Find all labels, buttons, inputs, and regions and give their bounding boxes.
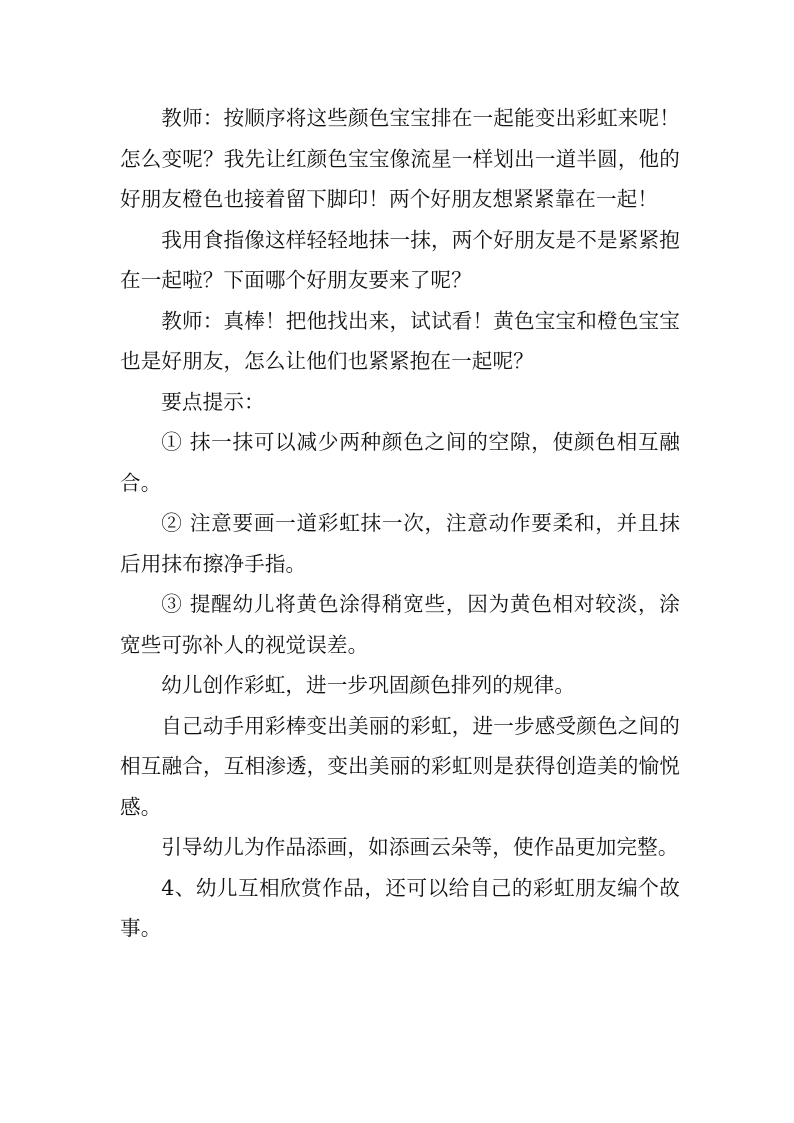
paragraph-teacher-rainbow-intro: 教师：按顺序将这些颜色宝宝排在一起能变出彩虹来呢！怎么变呢？我先让红颜色宝宝像流星一样划出一道半圆，他的好朋友橙色也接着留下脚印！两个好朋友想紧紧靠在一起！ [120,106,680,211]
paragraph-add-drawing: 引导幼儿为作品添画，如添画云朵等，使作品更加完整。 [161,835,679,859]
paragraph-key-point-1: ① 抹一抹可以减少两种颜色之间的空隙，使颜色相互融合。 [120,430,680,495]
paragraph-key-points-heading: 要点提示： [161,389,265,414]
paragraph-children-create: 幼儿创作彩虹，进一步巩固颜色排列的规律。 [161,673,576,697]
paragraph-teacher-yellow-orange: 教师：真棒！把他找出来，试试看！黄色宝宝和橙色宝宝也是好朋友，怎么让他们也紧紧抱在一起呢？ [120,308,680,373]
paragraph-finger-smudge: 我用食指像这样轻轻地抹一抹，两个好朋友是不是紧紧抱在一起啦？下面哪个好朋友要来了呢？ [120,227,680,292]
paragraph-appreciate-works: 4、幼儿互相欣赏作品，还可以给自己的彩虹朋友编个故事。 [120,875,680,940]
document-body [120,98,680,949]
paragraph-key-point-2: ② 注意要画一道彩虹抹一次，注意动作要柔和，并且抹后用抹布擦净手指。 [120,511,680,576]
paragraph-hands-on: 自己动手用彩棒变出美丽的彩虹，进一步感受颜色之间的相互融合，互相渗透，变出美丽的彩虹则是获得创造美的愉悦感。 [120,713,680,819]
paragraph-key-point-3: ③ 提醒幼儿将黄色涂得稍宽些，因为黄色相对较淡，涂宽些可弥补人的视觉误差。 [120,592,680,657]
